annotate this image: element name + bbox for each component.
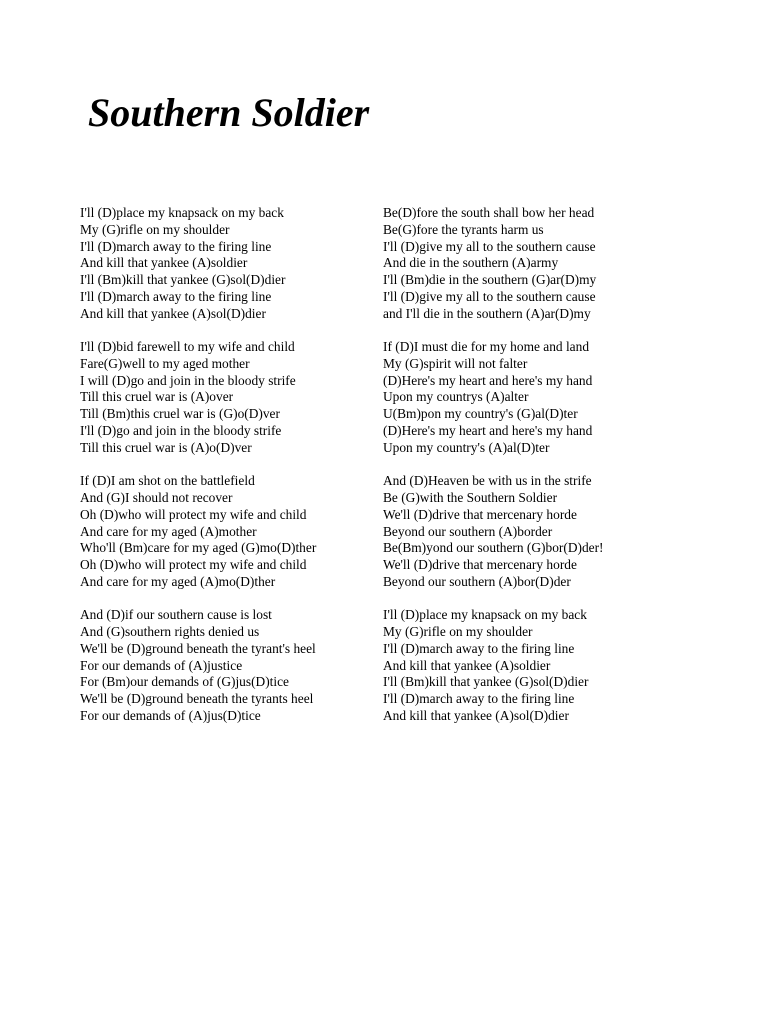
lyric-line: Upon my countrys (A)alter xyxy=(383,389,529,405)
lyric-line: I'll (Bm)kill that yankee (G)sol(D)dier xyxy=(80,272,286,288)
stanza xyxy=(383,339,693,457)
lyric-line: I'll (Bm)kill that yankee (G)sol(D)dier xyxy=(383,674,589,690)
lyric-line: I'll (D)give my all to the southern cause xyxy=(383,288,596,304)
lyric-line: (D)Here's my heart and here's my hand xyxy=(383,423,593,439)
lyric-line: And kill that yankee (A)soldier xyxy=(383,657,551,673)
lyric-line: For (Bm)our demands of (G)jus(D)tice xyxy=(80,674,289,690)
lyric-line: Till (Bm)this cruel war is (G)o(D)ver xyxy=(80,406,280,422)
lyric-line: For our demands of (A)jus(D)tice xyxy=(80,708,261,724)
stanza xyxy=(80,607,380,725)
stanza xyxy=(383,473,693,591)
lyrics-column-left xyxy=(80,205,380,741)
lyric-line: I'll (Bm)die in the southern (G)ar(D)my xyxy=(383,272,597,288)
lyric-line: Beyond our southern (A)border xyxy=(383,523,553,539)
lyric-line: Till this cruel war is (A)over xyxy=(80,389,234,405)
lyric-line: Who'll (Bm)care for my aged (G)mo(D)ther xyxy=(80,540,317,556)
lyric-line: And die in the southern (A)army xyxy=(383,255,559,271)
lyric-line: And kill that yankee (A)soldier xyxy=(80,255,248,271)
lyric-line: I'll (D)march away to the firing line xyxy=(80,288,272,304)
lyric-line: My (G)rifle on my shoulder xyxy=(383,624,533,640)
lyric-line: My (G)rifle on my shoulder xyxy=(80,221,230,237)
lyric-line: Fare(G)well to my aged mother xyxy=(80,355,250,371)
lyric-line: Upon my country's (A)al(D)ter xyxy=(383,439,550,455)
lyric-line: If (D)I must die for my home and land xyxy=(383,339,590,355)
lyric-line: My (G)spirit will not falter xyxy=(383,355,528,371)
lyric-line: Till this cruel war is (A)o(D)ver xyxy=(80,439,252,455)
lyric-line: Oh (D)who will protect my wife and child xyxy=(80,506,307,522)
lyric-line: We'll (D)drive that mercenary horde xyxy=(383,506,577,522)
stanza xyxy=(80,205,380,323)
lyric-line: And (G)southern rights denied us xyxy=(80,624,260,640)
stanza xyxy=(383,205,693,323)
lyric-line: I'll (D)march away to the firing line xyxy=(383,640,575,656)
lyric-line: I'll (D)go and join in the bloody strife xyxy=(80,423,282,439)
lyrics-column-right xyxy=(383,205,693,741)
lyric-line: I'll (D)place my knapsack on my back xyxy=(80,205,284,220)
lyric-line: We'll be (D)ground beneath the tyrant's heel xyxy=(80,640,316,656)
lyric-line: And kill that yankee (A)sol(D)dier xyxy=(80,305,266,321)
lyric-line: I'll (D)give my all to the southern cause xyxy=(383,238,596,254)
stanza xyxy=(80,473,380,591)
lyric-line: I'll (D)place my knapsack on my back xyxy=(383,607,587,623)
lyric-line: And (D)Heaven be with us in the strife xyxy=(383,473,592,489)
lyric-line: Be(D)fore the south shall bow her head xyxy=(383,205,595,220)
stanza xyxy=(383,607,693,725)
song-title: Southern Soldier xyxy=(88,90,370,135)
lyric-line: And (D)if our southern cause is lost xyxy=(80,607,272,623)
lyric-line: and I'll die in the southern (A)ar(D)my xyxy=(383,305,591,321)
lyric-line: I'll (D)bid farewell to my wife and child xyxy=(80,339,295,355)
lyric-line: (D)Here's my heart and here's my hand xyxy=(383,372,593,388)
lyric-line: We'll be (D)ground beneath the tyrants heel xyxy=(80,691,314,707)
lyric-line: Be(Bm)yond our southern (G)bor(D)der! xyxy=(383,540,604,556)
lyric-line: Be (G)with the Southern Soldier xyxy=(383,489,558,505)
lyric-line: I'll (D)march away to the firing line xyxy=(383,691,575,707)
lyric-line: And care for my aged (A)mo(D)ther xyxy=(80,573,276,589)
lyric-line: And care for my aged (A)mother xyxy=(80,523,257,539)
lyric-line: Beyond our southern (A)bor(D)der xyxy=(383,573,571,589)
lyric-line: Oh (D)who will protect my wife and child xyxy=(80,557,307,573)
lyric-line: U(Bm)pon my country's (G)al(D)ter xyxy=(383,406,578,422)
lyric-line: I'll (D)march away to the firing line xyxy=(80,238,272,254)
lyric-line: And kill that yankee (A)sol(D)dier xyxy=(383,708,569,724)
lyric-line: Be(G)fore the tyrants harm us xyxy=(383,221,544,237)
stanza xyxy=(80,339,380,457)
lyric-line: We'll (D)drive that mercenary horde xyxy=(383,557,577,573)
lyric-line: I will (D)go and join in the bloody strife xyxy=(80,372,296,388)
lyric-line: For our demands of (A)justice xyxy=(80,657,243,673)
lyric-line: And (G)I should not recover xyxy=(80,489,233,505)
lyric-line: If (D)I am shot on the battlefield xyxy=(80,473,255,489)
